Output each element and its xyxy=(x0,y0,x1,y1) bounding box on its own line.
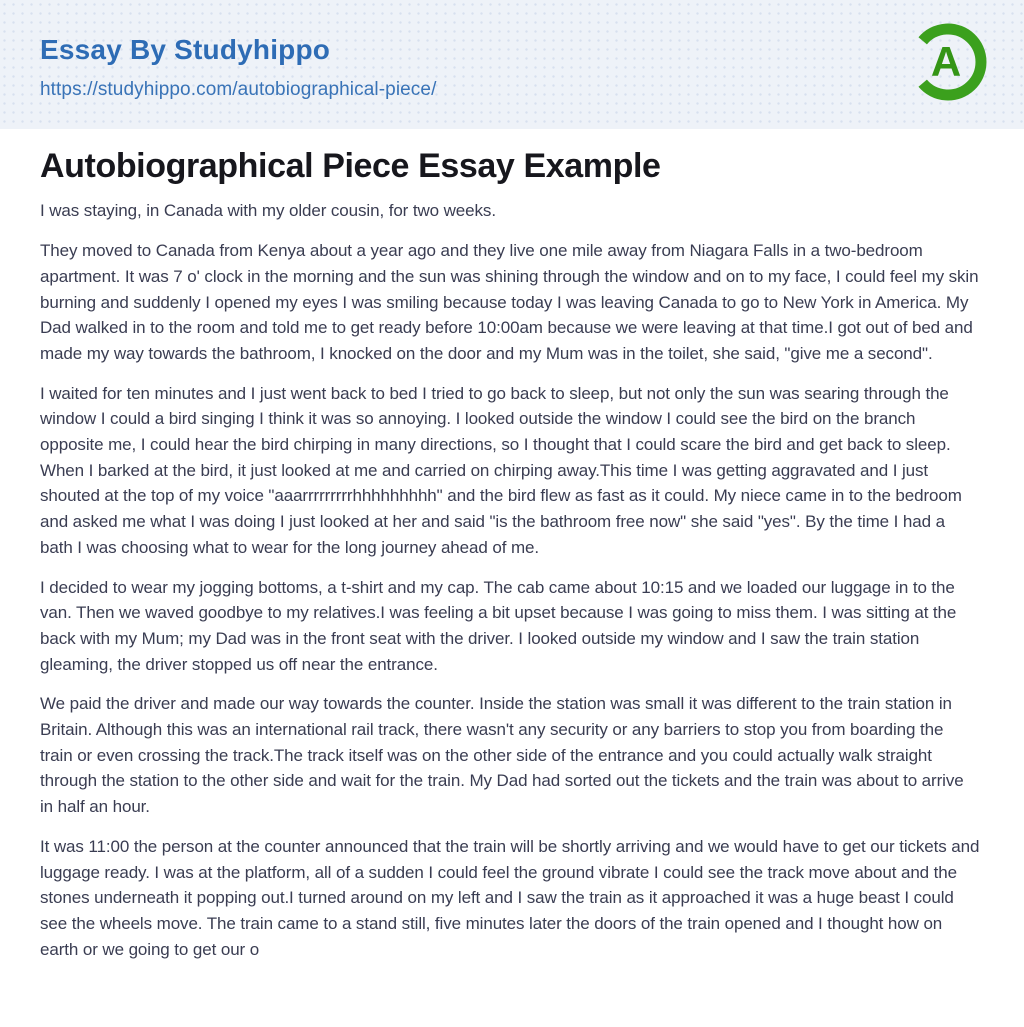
logo-letter: A xyxy=(930,38,962,85)
essay-paragraph: They moved to Canada from Kenya about a year ago and they live one mile away from Niagara Falls in a two-bedroom apartment. It was 7 o' clock in the morning and the sun was shining through the window and on to my face, I could feel my skin burning and suddenly I opened my eyes I was smiling because today I was leaving Canada to go to New York in America. My Dad walked in to the room and told me to get ready before 10:00am because we were leaving at that time.I got out of bed and made my way towards the bathroom, I knocked on the door and my Mum was in the toilet, she said, "give me a second". xyxy=(40,241,979,363)
header-branding xyxy=(40,34,436,101)
essay-paragraph: It was 11:00 the person at the counter announced that the train will be shortly arriving and we would have to get our tickets and luggage ready. I was at the platform, all of a sudden I could feel the ground vibrate I could see the track move about and the stones underneath it popping out.I turned around on my left and I saw the train as it approached it was a huge beast I could see the wheels move. The train came to a stand still, five minutes later the doors of the train opened and I thought how on earth or we going to get our o xyxy=(40,836,980,959)
page-url-link[interactable]: https://studyhippo.com/autobiographical-piece/ xyxy=(40,79,437,101)
page-header xyxy=(0,0,1024,129)
essay-paragraph: I waited for ten minutes and I just went back to bed I tried to go back to sleep, but not only the sun was searing through the window I could a bird singing I think it was so annoying. I looked outside the window I could see the bird on the branch opposite me, I could hear the bird chirping in many directions, so I thought that I could scare the bird and get back to sleep. When I barked at the bird, it just looked at me and carried on chirping away.This time I was getting aggravated and I just shouted at the top of my voice "aaarrrrrrrrrhhhhhhhhh" and the bird flew as fast as it could. My niece came in to the bedroom and asked me what I was doing I just looked at her and said "is the bathroom free now" she said "yes". By the time I had a bath I was choosing what to wear for the long journey ahead of me. xyxy=(40,383,962,557)
essay-paragraph: I decided to wear my jogging bottoms, a t-shirt and my cap. The cab came about 10:15 and we loaded our luggage in to the van. Then we waved goodbye to my relatives.I was feeling a bit upset because I was going to miss them. I was sitting at the back with my Mum; my Dad was in the front seat with the driver. I looked outside my window and I saw the train station gleaming, the driver stopped us off near the entrance. xyxy=(40,577,957,674)
site-title: Essay By Studyhippo xyxy=(40,34,331,65)
essay-content xyxy=(0,148,1024,962)
essay-paragraph: We paid the driver and made our way towards the counter. Inside the station was small it was different to the train station in Britain. Although this was an international rail track, there wasn't any security or any barriers to stop you from boarding the train or even crossing the track.The track itself was on the other side of the entrance and you could actually walk straight through the station to the other side and wait for the train. My Dad had sorted out the tickets and the train was about to arrive in half an hour. xyxy=(40,694,964,817)
studyhippo-logo xyxy=(908,22,988,102)
essay-paragraph: I was staying, in Canada with my older cousin, for two weeks. xyxy=(40,201,496,221)
essay-title: Autobiographical Piece Essay Example xyxy=(40,147,661,185)
logo-ring-a-icon xyxy=(908,22,988,102)
